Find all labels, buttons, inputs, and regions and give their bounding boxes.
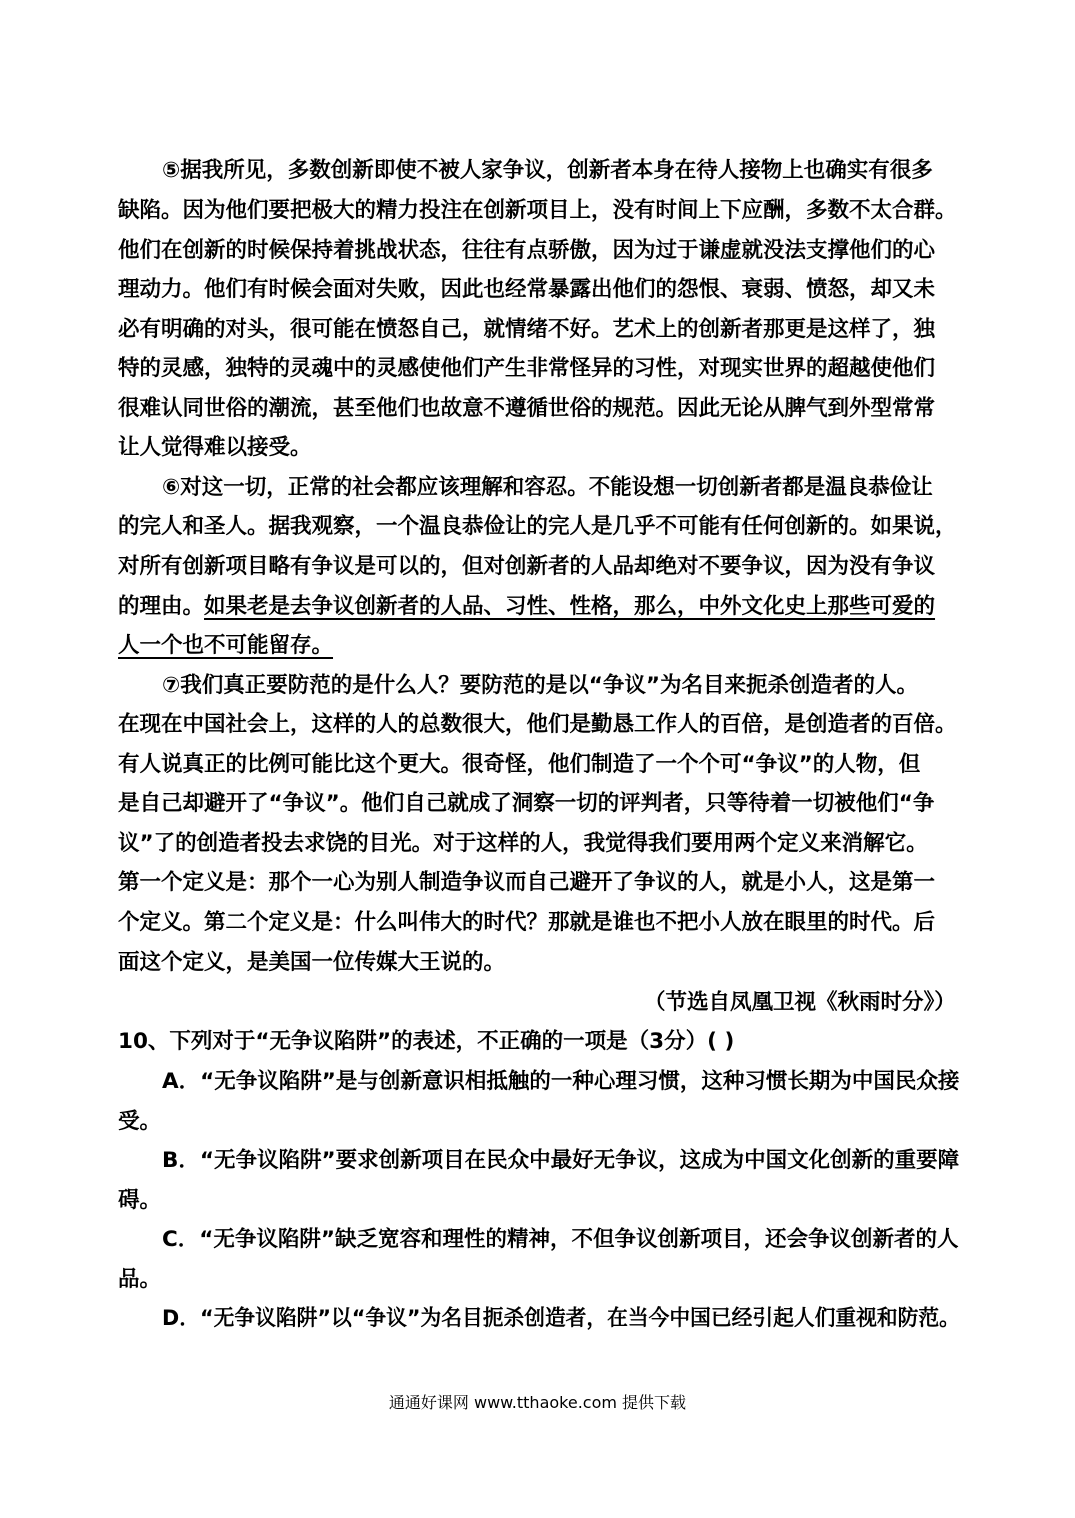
text-line: 第一个定义是：那个一心为别人制造争议而自己避开了争议的人，就是小人，这是第一	[118, 870, 936, 895]
text-line: 理动力。他们有时候会面对失败，因此也经常暴露出他们的怨恨、衰弱、愤怒，却又未	[118, 277, 936, 302]
option-d: D．“无争议陷阱”以“争议”为名目扼杀创造者，在当今中国已经引起人们重视和防范。	[162, 1306, 960, 1331]
text-line: 对所有创新项目略有争议是可以的，但对创新者的人品却绝对不要争议，因为没有争议	[118, 554, 936, 579]
text-line: ⑦我们真正要防范的是什么人？要防范的是以“争议”为名目来扼杀创造者的人。	[162, 673, 918, 698]
text-line: 在现在中国社会上，这样的人的总数很大，他们是勤恳工作人的百倍，是创造者的百倍。	[118, 712, 957, 737]
text-line: 面这个定义，是美国一位传媒大王说的。	[118, 950, 506, 975]
option-c: C．“无争议陷阱”缺乏宽容和理性的精神，不但争议创新项目，还会争议创新者的人	[162, 1227, 959, 1252]
option-a: A．“无争议陷阱”是与创新意识相抵触的一种心理习惯，这种习惯长期为中国民众接	[162, 1069, 960, 1094]
text-line: 的完人和圣人。据我观察，一个温良恭俭让的完人是几乎不可能有任何创新的。如果说，	[118, 514, 957, 539]
text-line: 个定义。第二个定义是：什么叫伟大的时代？那就是谁也不把小人放在眼里的时代。后	[118, 910, 936, 935]
text-line: ⑤据我所见，多数创新即使不被人家争议，创新者本身在待人接物上也确实有很多	[162, 158, 933, 183]
option-c-continued: 品。	[118, 1267, 162, 1292]
text-line	[118, 592, 935, 622]
text-line: 议”了的创造者投去求饶的目光。对于这样的人，我觉得我们要用两个定义来消解它。	[118, 831, 928, 856]
underlined-sentence: 如果老是去争议创新者的人品、习性、性格，那么，中外文化史上那些可爱的	[204, 594, 936, 619]
question-stem: 10、下列对于“无争议陷阱”的表述，不正确的一项是（3分）( )	[118, 1029, 735, 1054]
text-line: ⑥对这一切，正常的社会都应该理解和容忍。不能设想一切创新者都是温良恭俭让	[162, 475, 933, 500]
option-b: B．“无争议陷阱”要求创新项目在民众中最好无争议，这成为中国文化创新的重要障	[162, 1148, 960, 1173]
plain-text: 的理由。	[118, 594, 205, 619]
option-a-continued: 受。	[118, 1109, 162, 1134]
option-b-continued: 碍。	[118, 1188, 162, 1213]
underlined-sentence: 人一个也不可能留存。	[118, 633, 334, 658]
text-line: 特的灵感，独特的灵魂中的灵感使他们产生非常怪异的习性，对现实世界的超越使他们	[118, 356, 936, 381]
source-attribution: （节选自凤凰卫视《秋雨时分》）	[644, 990, 956, 1015]
text-line	[118, 631, 333, 661]
text-line: 很难认同世俗的潮流，甚至他们也故意不遵循世俗的规范。因此无论从脾气到外型常常	[118, 396, 936, 421]
text-line: 缺陷。因为他们要把极大的精力投注在创新项目上，没有时间上下应酬，多数不太合群。	[118, 198, 957, 223]
text-line: 必有明确的对头，很可能在愤怒自己，就情绪不好。艺术上的创新者那更是这样了，独	[118, 317, 936, 342]
text-line: 他们在创新的时候保持着挑战状态，往往有点骄傲，因为过于谦虚就没法支撑他们的心	[118, 238, 936, 263]
text-line: 让人觉得难以接受。	[118, 435, 312, 460]
footer-download-note: 通通好课网 www.tthaoke.com 提供下载	[388, 1393, 687, 1412]
text-line: 是自己却避开了“争议”。他们自己就成了洞察一切的评判者，只等待着一切被他们“争	[118, 791, 935, 816]
text-line: 有人说真正的比例可能比这个更大。很奇怪，他们制造了一个个可“争议”的人物，但	[118, 752, 921, 777]
